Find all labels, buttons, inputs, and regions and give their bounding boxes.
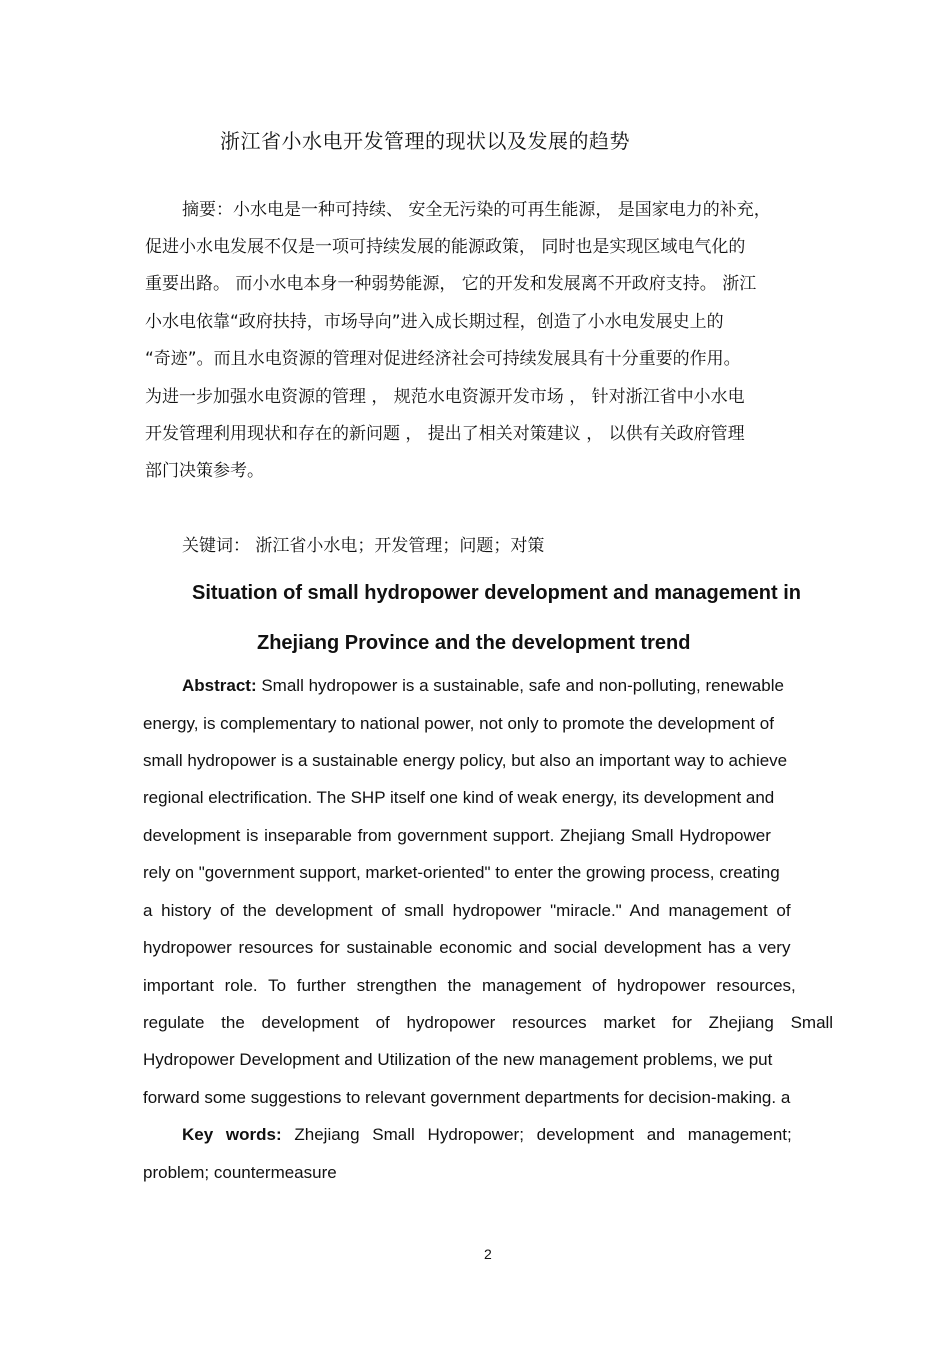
abstract-text: Small hydropower is a sustainable, safe and non-polluting, renewable	[256, 676, 784, 695]
page-number: 2	[484, 1246, 492, 1262]
cn-keywords: 关键词： 浙江省小水电；开发管理；问题；对策	[182, 536, 545, 556]
en-abstract-line: rely on "government support, market-oriented" to enter the growing process, creating	[143, 863, 780, 882]
cn-abstract-line: 摘要：小水电是一种可持续、 安全无污染的可再生能源， 是国家电力的补充，	[182, 200, 771, 220]
cn-abstract-line: 为进一步加强水电资源的管理 ， 规范水电资源开发市场 ， 针对浙江省中小水电	[145, 387, 745, 407]
abstract-label: Abstract:	[182, 676, 257, 695]
en-abstract-line: regulate the development of hydropower resources market for Zhejiang Small	[143, 1013, 834, 1032]
en-keywords-second-line: problem; countermeasure	[143, 1163, 337, 1182]
keywords-label: Key words:	[182, 1125, 282, 1144]
en-abstract-line: a history of the development of small hydropower "miracle." And management of	[143, 901, 791, 920]
cn-abstract-line: 促进小水电发展不仅是一项可持续发展的能源政策， 同时也是实现区域电气化的	[145, 237, 746, 257]
en-abstract-line-text: energy, is complementary to national power, not only to promote the development of	[143, 714, 774, 733]
en-abstract-line: regional electrification. The SHP itself one kind of weak energy, its development and	[143, 788, 775, 807]
en-abstract-line	[143, 715, 809, 732]
en-abstract-line: important role. To further strengthen the management of hydropower resources,	[143, 976, 796, 995]
cn-abstract-line: 部门决策参考。	[145, 461, 264, 481]
cn-abstract-line: 重要出路。 而小水电本身一种弱势能源， 它的开发和发展离不开政府支持。 浙江	[145, 274, 757, 294]
en-abstract-line: Hydropower Development and Utilization of the new management problems, we put	[143, 1050, 773, 1069]
en-abstract-line: development is inseparable from government support. Zhejiang Small Hydropower	[143, 826, 771, 845]
cn-abstract-line: 开发管理利用现状和存在的新问题 ， 提出了相关对策建议 ， 以供有关政府管理	[145, 424, 745, 444]
english-title-line-2: Zhejiang Province and the development trend	[257, 632, 691, 654]
en-abstract-line: forward some suggestions to relevant government departments for decision-making. a	[143, 1088, 791, 1107]
cn-abstract-line: “奇迹”。而且水电资源的管理对促进经济社会可持续发展具有十分重要的作用。	[145, 349, 741, 369]
cn-abstract-line: 小水电依靠“政府扶持，市场导向”进入成长期过程，创造了小水电发展史上的	[145, 312, 724, 332]
en-abstract-first-line	[182, 677, 784, 694]
en-abstract-line: small hydropower is a sustainable energy policy, but also an important way to achieve	[143, 751, 788, 770]
chinese-title: 浙江省小水电开发管理的现状以及发展的趋势	[220, 129, 630, 153]
english-title-line-1: Situation of small hydropower development and management in	[192, 582, 801, 604]
keywords-text: Zhejiang Small Hydropower; development and management;	[294, 1125, 792, 1144]
en-abstract-line: hydropower resources for sustainable economic and social development has a very	[143, 938, 791, 957]
en-keywords-first-line	[182, 1126, 792, 1143]
